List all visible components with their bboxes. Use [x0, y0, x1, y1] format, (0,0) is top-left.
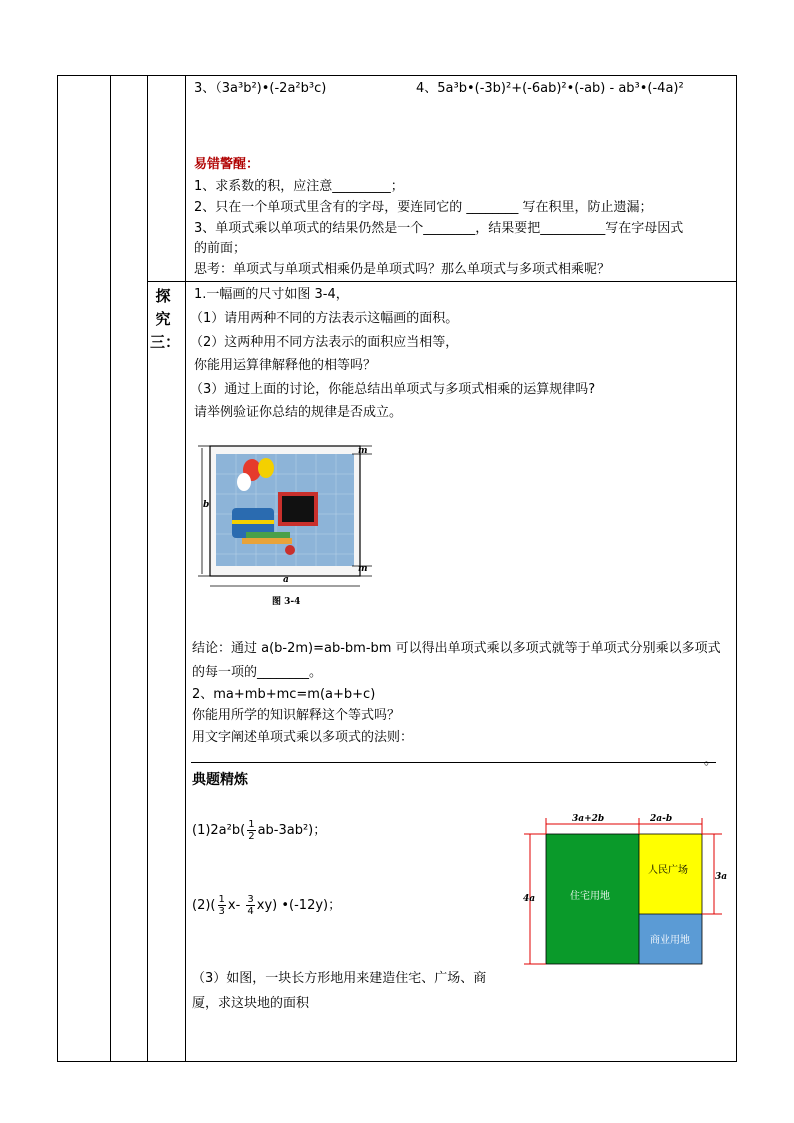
side-label-explore-2: 究	[155, 310, 171, 328]
row-divider	[147, 281, 736, 282]
book	[242, 538, 292, 544]
explore-line-3: （2）这两种用不同方法表示的面积应当相等，	[190, 335, 459, 350]
p1-frac-num: 1	[248, 819, 255, 830]
p1-suffix: ab-3ab²)；	[257, 823, 327, 838]
side-label-explore-1: 探	[155, 287, 171, 305]
p2-fraction-1	[218, 894, 226, 917]
practice-problem-2	[192, 893, 341, 919]
problem-4: 4、5a³b•(-3b)²+(-6ab)²•(-ab) - ab³•(-4a)²	[416, 81, 684, 96]
warning-title: 易错警醒：	[194, 157, 260, 172]
warning-line-4: 的前面；	[194, 241, 247, 256]
blackboard	[282, 496, 314, 522]
p2-frac1-den: 3	[218, 906, 225, 917]
answer-underline	[191, 762, 716, 763]
warning-line-1: 1、求系数的积，应注意_________；	[194, 179, 404, 194]
p2-fraction-2	[246, 894, 254, 917]
problem-3: 3、（3a³b²)•(-2a²b³c)	[194, 81, 327, 96]
rule-end-mark: 。	[704, 753, 718, 768]
fig-label-a: a	[283, 575, 289, 585]
p1-frac-den: 2	[248, 831, 255, 842]
think-question: 思考：单项式与单项式相乘仍是单项式吗？那么单项式与多项式相乘呢？	[194, 262, 611, 277]
figure-caption: 图 3-4	[272, 597, 301, 607]
fig-label-m-bottom: m	[358, 564, 368, 574]
explain-question: 你能用所学的知识解释这个等式吗？	[192, 708, 401, 723]
plaza-label: 人民广场	[648, 865, 688, 876]
p2-frac1-num: 1	[218, 894, 225, 905]
commercial-label: 商业用地	[650, 935, 690, 946]
residential-label: 住宅用地	[570, 891, 610, 902]
fig-label-m-top: m	[358, 446, 368, 456]
side-label-explore-3: 三：	[150, 333, 181, 351]
identity-line: 2、ma+mb+mc=m(a+b+c)	[192, 687, 376, 702]
balloon-white	[237, 473, 251, 491]
explore-line-6: 请举例验证你总结的规律是否成立。	[194, 405, 403, 420]
land-diagram	[518, 810, 732, 970]
land-label-top-left: 3a+2b	[572, 814, 605, 824]
p2-suffix: xy) •(-12y)；	[256, 898, 342, 913]
warning-line-3: 3、单项式乘以单项式的结果仍然是一个________，结果要把__________写在字母因式	[194, 221, 684, 236]
practice-problem-3-line-1: （3）如图，一块长方形地用来建造住宅、广场、商	[192, 971, 487, 986]
apple	[285, 545, 295, 555]
land-label-left: 4a	[523, 894, 536, 904]
column-divider	[147, 76, 148, 1061]
explore-line-2: （1）请用两种不同的方法表示这幅画的面积。	[190, 311, 459, 326]
practice-problem-1	[192, 818, 326, 844]
fig-label-b: b	[203, 500, 210, 510]
practice-title: 典题精炼	[192, 772, 248, 788]
p2-frac2-num: 3	[247, 894, 254, 905]
warning-line-2: 2、只在一个单项式里含有的字母，要连同它的 ________ 写在积里，防止遗漏；	[194, 200, 653, 215]
explore-line-4: 你能用运算律解释他的相等吗？	[194, 358, 377, 373]
book	[246, 532, 290, 538]
p2-mid: x-	[227, 898, 241, 913]
land-label-top-right: 2a-b	[650, 814, 673, 824]
conclusion-line-2: 的每一项的________。	[192, 665, 323, 680]
land-label-right: 3a	[715, 872, 728, 882]
p2-frac2-den: 4	[247, 906, 254, 917]
column-divider	[110, 76, 111, 1061]
p1-prefix: (1)2a²b(	[192, 823, 246, 838]
schoolbag-strap	[232, 520, 274, 524]
column-divider	[185, 76, 186, 1061]
explore-line-1: 1.一幅画的尺寸如图 3-4，	[194, 287, 349, 302]
p2-prefix: (2)(	[192, 898, 216, 913]
conclusion-line-1: 结论：通过 a(b-2m)=ab-bm-bm 可以得出单项式乘以多项式就等于单项式分别乘以多项式	[192, 641, 721, 656]
rule-prompt: 用文字阐述单项式乘以多项式的法则：	[192, 730, 414, 745]
practice-problem-3-line-2: 厦，求这块地的面积	[192, 996, 310, 1011]
explore-line-5: （3）通过上面的讨论，你能总结出单项式与多项式相乘的运算规律吗?	[190, 382, 596, 397]
p1-fraction	[247, 819, 255, 842]
balloon-yellow	[258, 458, 274, 478]
